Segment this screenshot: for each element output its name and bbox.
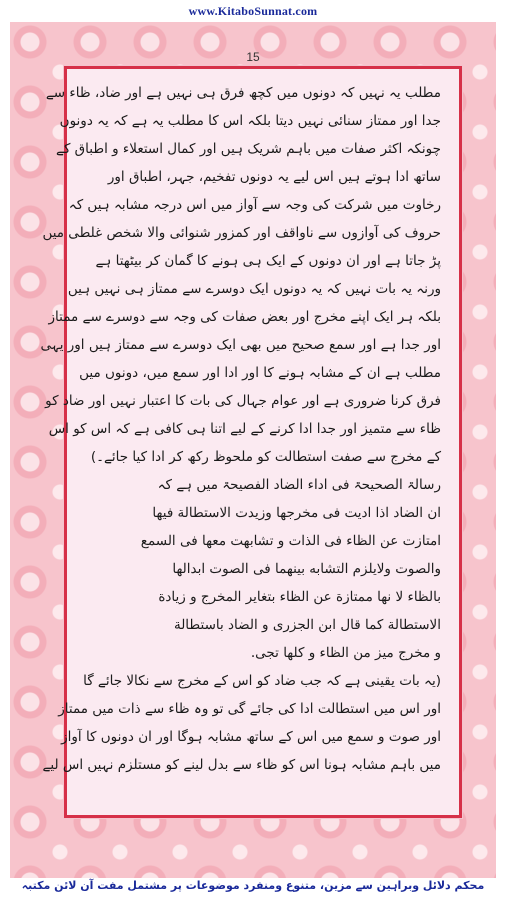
text-line: اور صوت و سمع میں اس کے ساتھ مشابہ ہوگا اور ان دونوں کا آواز (61, 729, 441, 745)
text-line: کے مخرج سے صفت استطالت کو ملحوظ رکھ کر ادا کیا جائے۔) (90, 449, 441, 465)
text-line: چونکہ اکثر صفات میں باہم شریک ہیں اور کمال استعلاء و اطباق کے (56, 141, 441, 157)
page-frame (40, 66, 462, 818)
text-line: جدا اور ممتاز سنائی نہیں دیتا بلکہ اس کا مطلب یہ ہے کہ یہ دونوں (59, 113, 441, 129)
arabic-line: والصوت ولايلزم التشابه بينهما فی الصوت ابدالها (172, 561, 441, 577)
paragraph-1 (40, 79, 441, 471)
arabic-line: الاستطالة كما قال ابن الجزری و الضاد باستطالة (173, 617, 441, 633)
text-line: حروف کی آوازوں سے ناواقف اور کمزور شنوائی والا شخص غلطی میں (42, 225, 441, 241)
text-line: میں باہم مشابہ ہونا اس کو ظاء سے بدل لینے کو مستلزم نہیں اس لیے (42, 757, 441, 773)
text-line: مطلب یہ نہیں کہ دونوں میں کچھ فرق ہی نہیں ہے اور ضاد، ظاء سے (45, 85, 441, 101)
text-line: ساتھ ادا ہوتے ہیں اس لیے یہ دونوں تفخیم، جہر، اطباق اور (107, 169, 441, 185)
arabic-line: و مخرج ميز من الظاء و كلها تجی. (250, 645, 441, 661)
text-line: ورنہ یہ بات نہیں کہ یہ دونوں ایک دوسرے سے ممتاز ہی نہیں ہیں (67, 281, 441, 297)
text-line: رخاوت میں شرکت کی وجہ سے آواز میں اس درجہ مشابہ ہیں کہ (68, 197, 441, 213)
site-url[interactable]: www.KitaboSunnat.com (188, 4, 318, 18)
arabic-line: امتازت عن الظاء فی الذات و تشابهت معها فی السمع (140, 533, 441, 549)
paragraph-3 (42, 667, 441, 779)
text-line: پڑ جاتا ہے اور ان دونوں کے ایک ہی ہونے کا گمان کر بیٹھتا ہے (95, 253, 441, 269)
text-line: اور جدا ہے اور سمع صحیح میں بھی ایک دوسرے سے ممتاز ہیں اور یہی (40, 337, 441, 353)
text-line: مطلب ہے ان کے مشابہ ہونے کا اور ادا اور سمع میں، دونوں میں (79, 365, 441, 381)
page-text (40, 79, 441, 807)
text-line: بلکہ ہر ایک اپنے مخرج اور بعض صفات کی وجہ سے دوسرے سے ممتاز (48, 309, 441, 325)
text-line: فرق کرنا ضروری ہے اور عوام جہال کی بات کا اعتبار نہیں اور ضاد کو (45, 393, 441, 409)
arabic-line: بالظاء لا نها ممتازة عن الظاء بتغاير المخرج و زيادة (158, 589, 441, 605)
arabic-quote (85, 499, 441, 667)
arabic-line: ان الضاد اذا اديت فی مخرجها وزيدت الاستطالة فيها (152, 505, 441, 521)
quote-intro: رسالۃ الصحیحۃ فی اداء الضاد الفصیحۃ میں ہے کہ (157, 477, 441, 493)
text-line: (یہ بات یقینی ہے کہ جب ضاد کو اس کے مخرج سے نکالا جائے گا (83, 673, 441, 689)
text-line: ظاء سے متمیز اور جدا ادا کرنے کے لیے اتنا ہی کافی ہے کہ اس کو اس (48, 421, 441, 437)
paragraph-2 (85, 471, 441, 499)
text-line: اور اس میں استطالت ادا کی جائے گی تو وہ ظاء سے ذات میں ممتاز (58, 701, 441, 717)
footer-tagline: محکم دلائل وبراہین سے مزین، متنوع ومنفرد موضوعات پر مشتمل مفت آن لائن مکتبہ (21, 879, 485, 892)
page-number: 15 (246, 50, 260, 64)
